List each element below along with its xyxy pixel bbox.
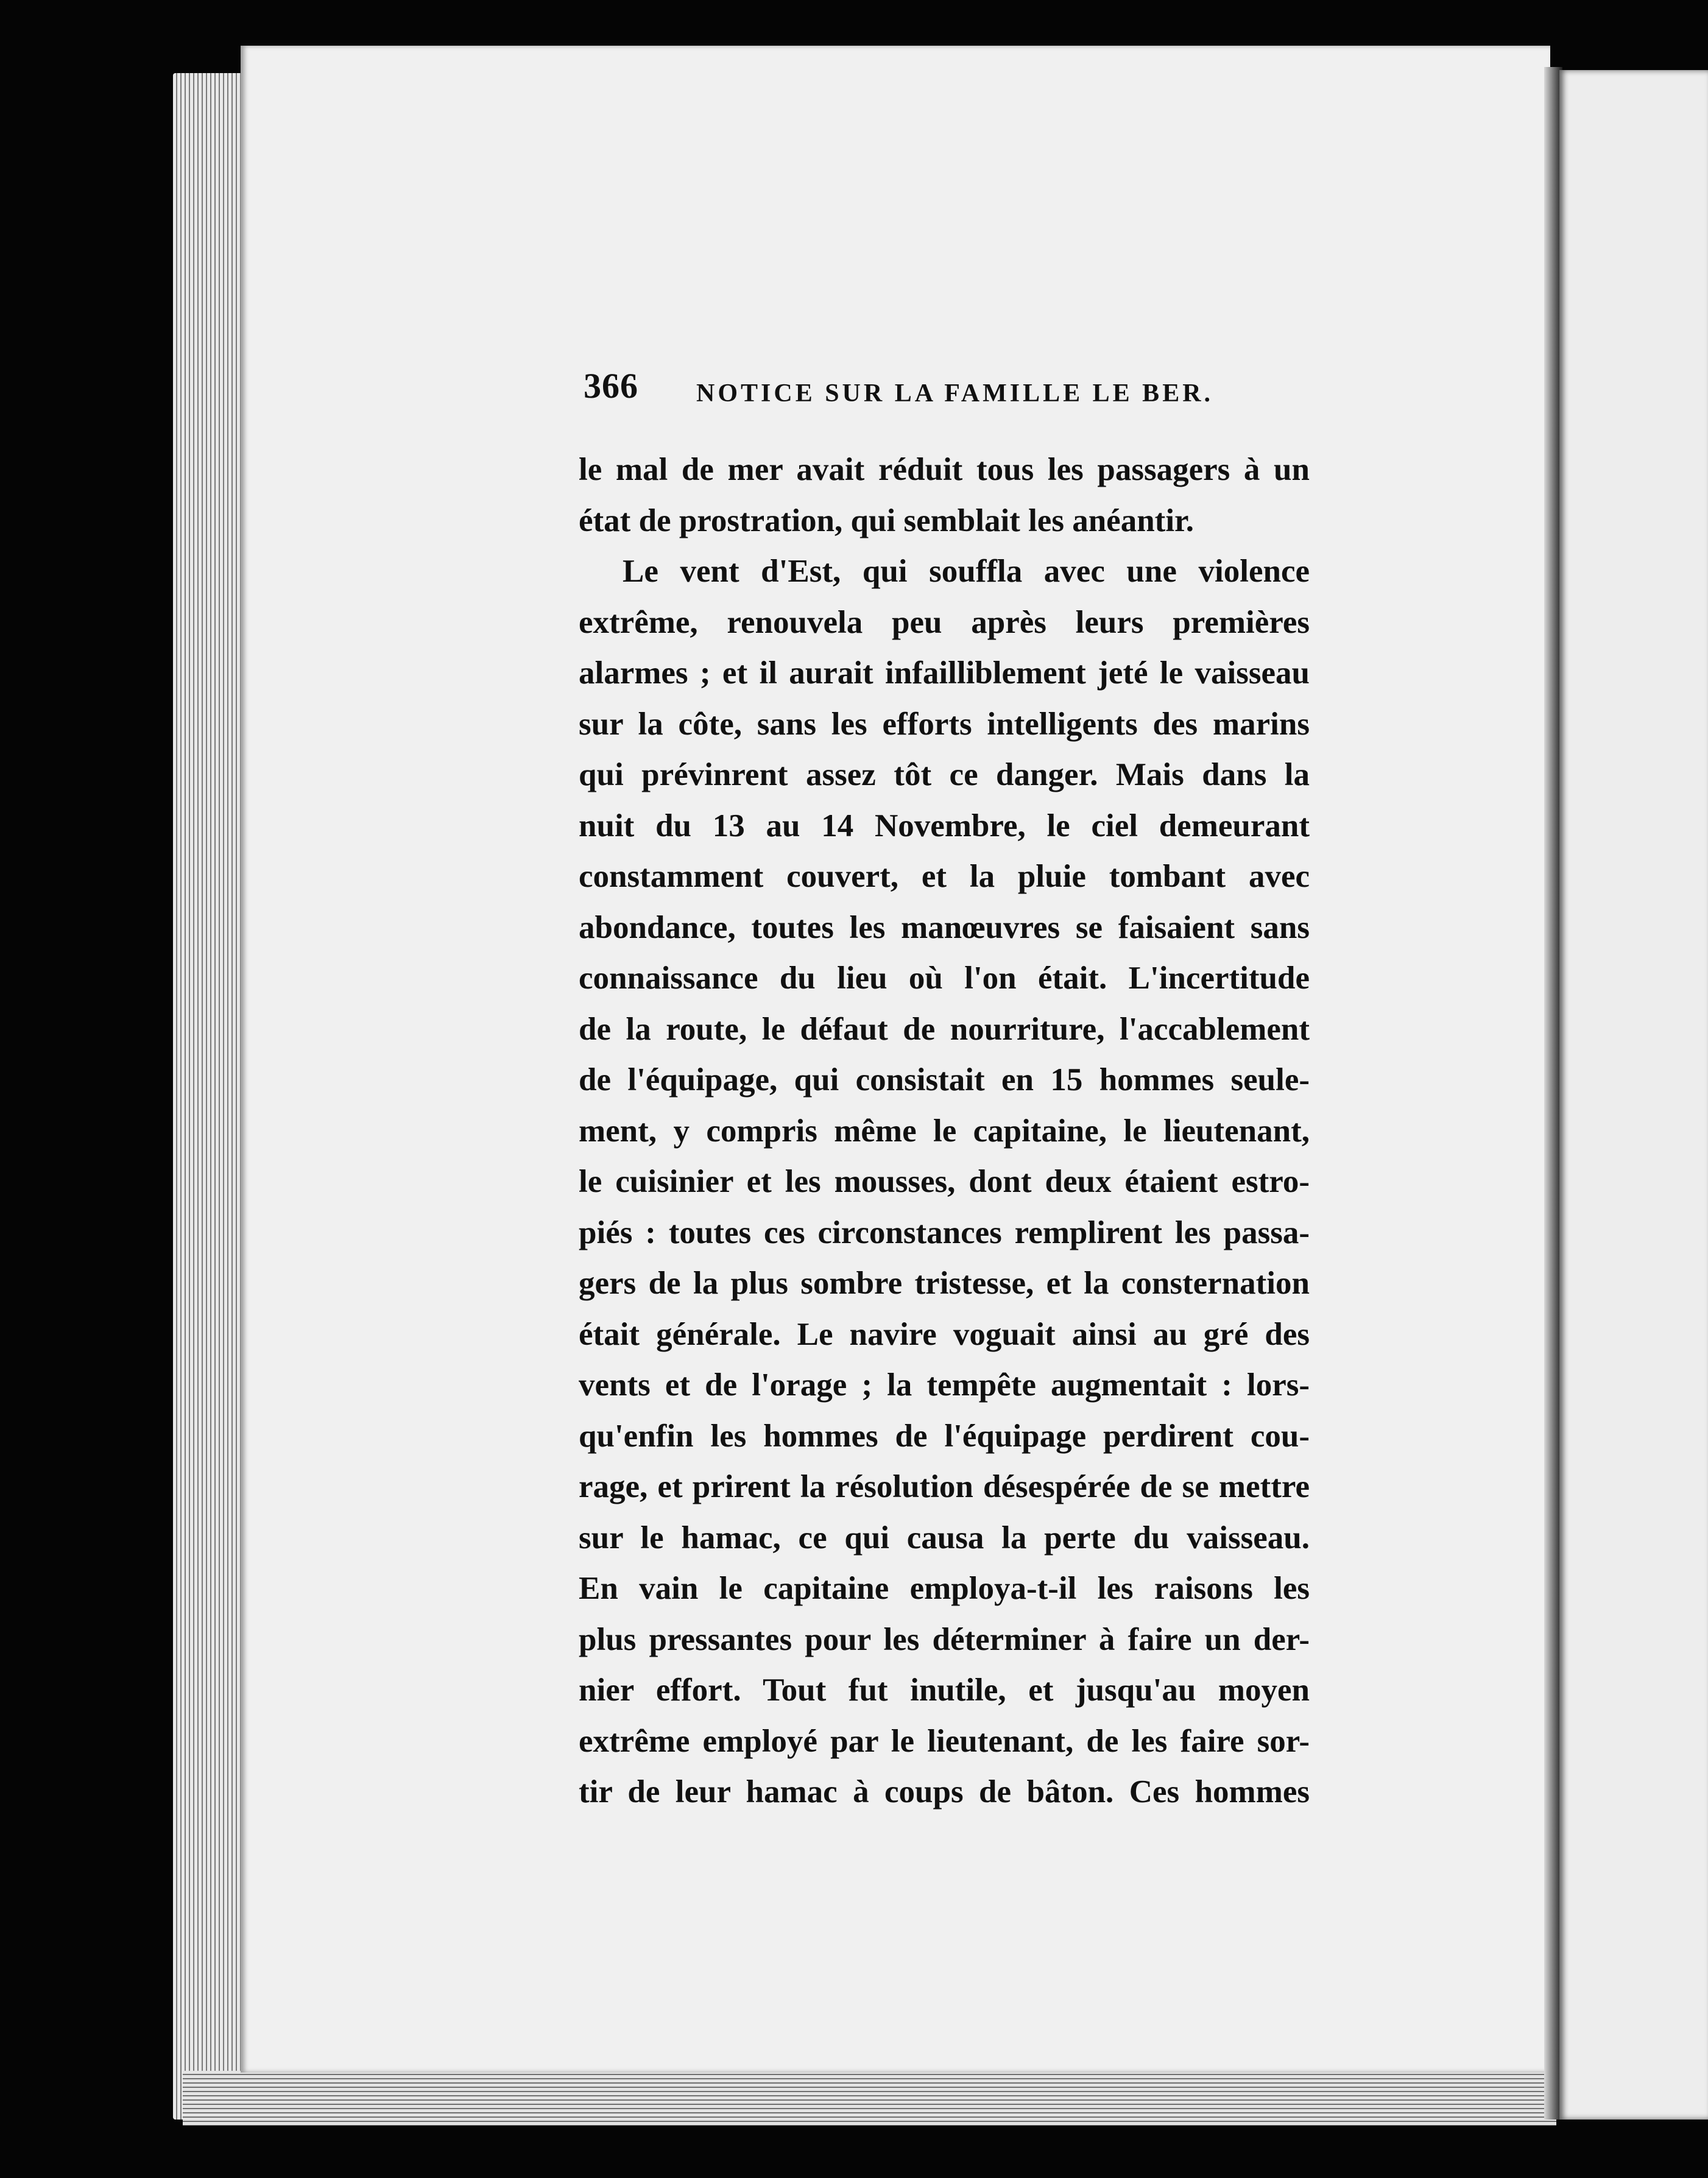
text-line: de la route, le défaut de nourriture, l'accablement [579, 1011, 1310, 1047]
text-line: nuit du 13 au 14 Novembre, le ciel demeurant [579, 808, 1310, 844]
text-line: gers de la plus sombre tristesse, et la consternation [579, 1266, 1310, 1301]
text-line: qu'enfin les hommes de l'équipage perdirent cou- [579, 1418, 1310, 1454]
text-line: sur la côte, sans les efforts intelligents des marins [579, 706, 1310, 742]
text-line: connaissance du lieu où l'on était. L'incertitude [579, 960, 1310, 996]
text-line: En vain le capitaine employa-t-il les raisons les [579, 1571, 1310, 1606]
text-line: tir de leur hamac à coups de bâton. Ces hommes [579, 1774, 1310, 1810]
body-text [579, 445, 1310, 1818]
page-number: 366 [584, 366, 638, 406]
facing-page-edge [1559, 70, 1708, 2120]
page-header [584, 365, 1223, 420]
text-line: abondance, toutes les manœuvres se faisaient sans [579, 909, 1310, 945]
page-edges-left [173, 73, 246, 2120]
text-line: qui prévinrent assez tôt ce danger. Mais dans la [579, 757, 1310, 792]
text-line: Le vent d'Est, qui souffla avec une violence [623, 554, 1310, 589]
text-line: constamment couvert, et la pluie tombant avec [579, 859, 1310, 894]
text-line: vents et de l'orage ; la tempête augmentait : lors- [579, 1367, 1310, 1403]
page-edges-bottom [183, 2071, 1556, 2126]
running-title: NOTICE SUR LA FAMILLE LE BER. [696, 379, 1214, 407]
text-line: sur le hamac, ce qui causa la perte du vaisseau. [579, 1520, 1310, 1556]
text-line: état de prostration, qui semblait les anéantir. [579, 502, 1194, 538]
text-line: ment, y compris même le capitaine, le lieutenant, [579, 1113, 1310, 1149]
text-line: le mal de mer avait réduit tous les passagers à un [579, 452, 1310, 487]
text-line: plus pressantes pour les déterminer à faire un der- [579, 1621, 1310, 1657]
text-line: de l'équipage, qui consistait en 15 hommes seule- [579, 1062, 1310, 1098]
text-line: le cuisinier et les mousses, dont deux étaient estro- [579, 1164, 1310, 1199]
text-line: extrême, renouvela peu après leurs premières [579, 604, 1310, 640]
text-line: piés : toutes ces circonstances remplirent les passa- [579, 1214, 1310, 1250]
text-line: rage, et prirent la résolution désespérée de se mettre [579, 1469, 1310, 1504]
text-line: était générale. Le navire voguait ainsi au gré des [579, 1316, 1310, 1352]
text-line: nier effort. Tout fut inutile, et jusqu'au moyen [579, 1672, 1310, 1708]
text-line: extrême employé par le lieutenant, de les faire sor- [579, 1723, 1310, 1759]
text-line: alarmes ; et il aurait infailliblement jeté le vaisseau [579, 655, 1310, 691]
